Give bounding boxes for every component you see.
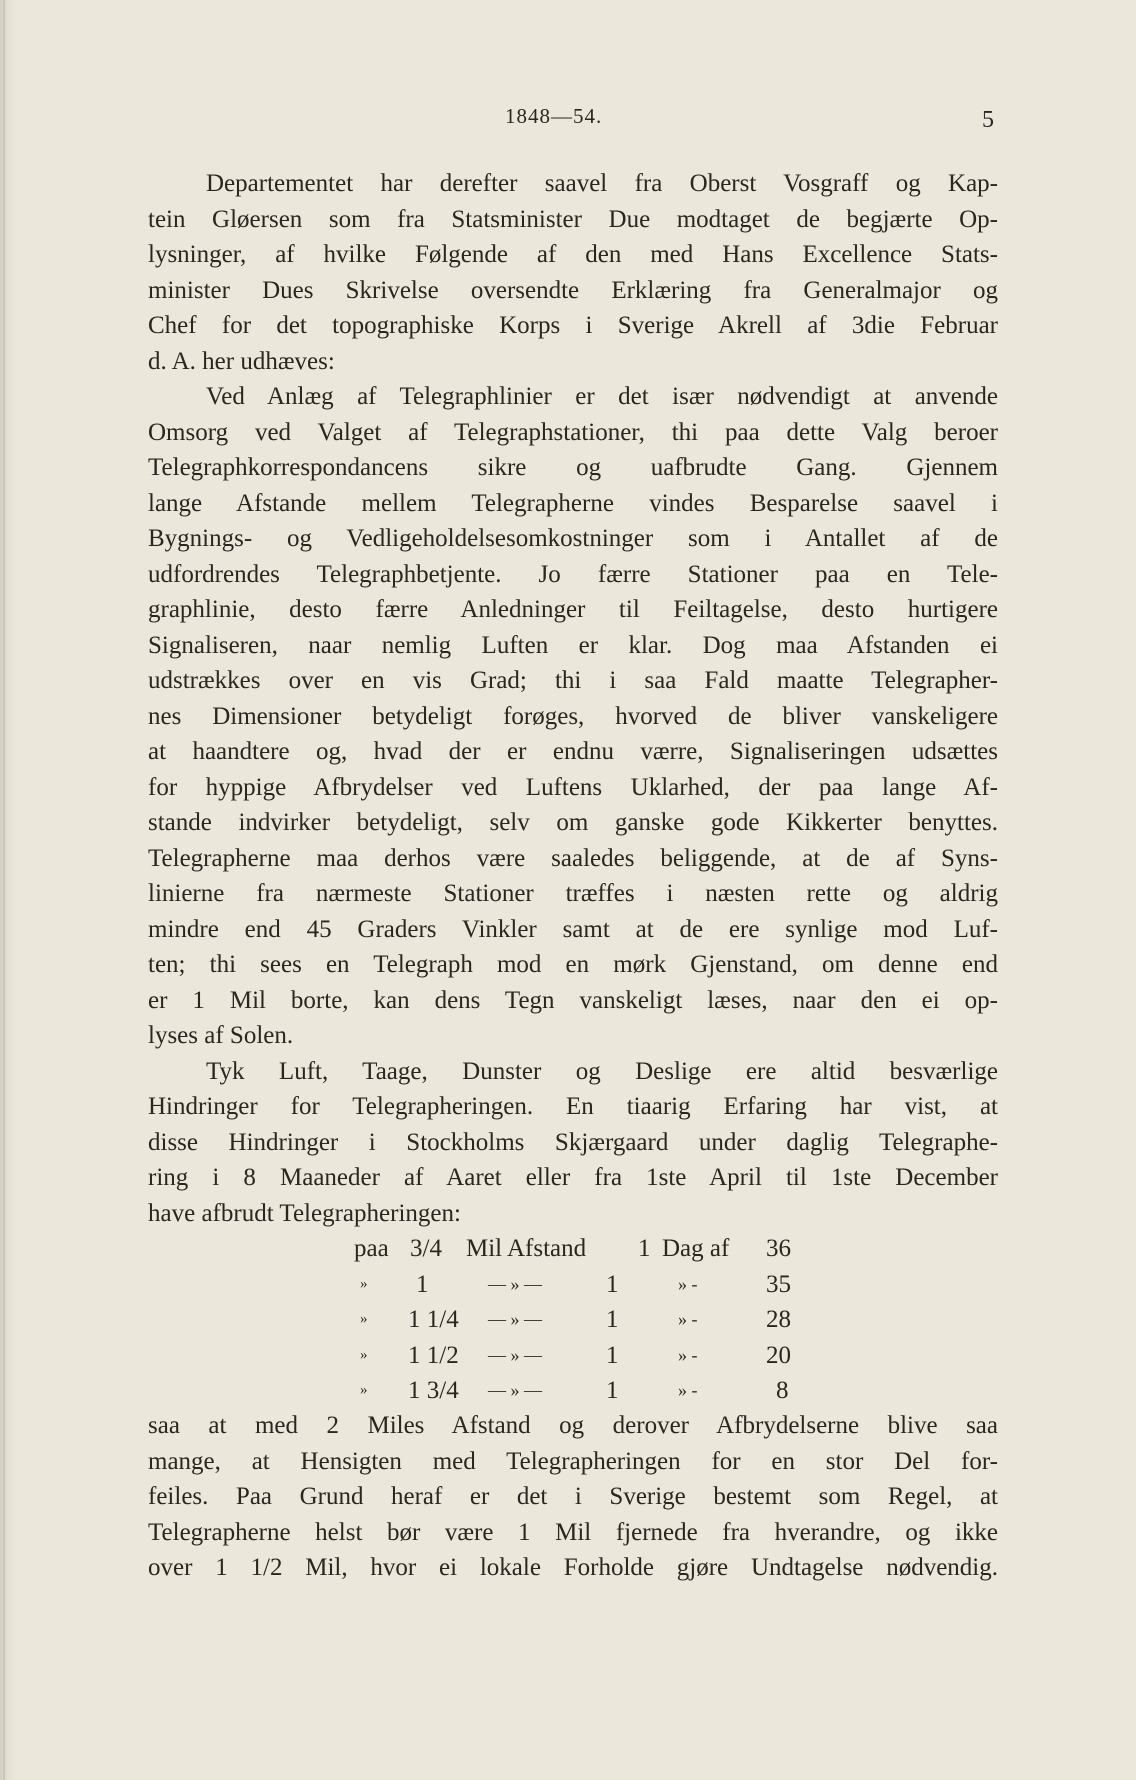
table-cell-unit: Mil Afstand xyxy=(466,1235,587,1262)
text-line: feiles. Paa Grund heraf er det i Sverige bestemt som Regel, at xyxy=(148,1483,998,1510)
paragraph-3 xyxy=(148,1054,998,1232)
table-cell-ditto: — » — xyxy=(488,1380,542,1400)
table-cell-days: 8 xyxy=(776,1377,789,1404)
text-line: udstrækkes over en vis Grad; thi i saa Fald maatte Telegrapher- xyxy=(148,667,998,694)
page-number: 5 xyxy=(982,107,994,133)
text-line: graphlinie, desto færre Anledninger til Feiltagelse, desto hurtigere xyxy=(148,596,998,623)
text-line: nes Dimensioner betydeligt forøges, hvorved de bliver vanskeligere xyxy=(148,702,998,730)
table-cell-lead: » xyxy=(360,1275,368,1292)
text-line: lysninger, af hvilke Følgende af den med Hans Excellence Stats- xyxy=(148,241,998,268)
table-row xyxy=(148,1338,998,1374)
text-line: ring i 8 Maaneder af Aaret eller fra 1ste April til 1ste December xyxy=(148,1164,998,1191)
table-row xyxy=(148,1231,998,1267)
text-line: udfordrendes Telegraphbetjente. Jo færre Stationer paa en Tele- xyxy=(148,560,998,588)
text-line: d. A. her udhæves: xyxy=(148,347,335,375)
table-cell-one: 1 xyxy=(606,1341,619,1369)
table-cell-days: 35 xyxy=(766,1270,791,1298)
text-line: have afbrudt Telegrapheringen: xyxy=(148,1199,461,1227)
table-cell-days: 28 xyxy=(766,1306,791,1333)
table-cell-days: 20 xyxy=(766,1341,791,1369)
binding-edge-line xyxy=(3,0,5,1780)
table-cell-mark: Dag af xyxy=(662,1235,730,1262)
table-cell-lead: » xyxy=(360,1311,368,1327)
table-cell-mark: » - xyxy=(678,1309,698,1329)
text-line: Chef for det topographiske Korps i Sverige Akrell af 3die Februar xyxy=(148,312,998,339)
text-line: Hindringer for Telegrapheringen. En tiaarig Erfaring har vist, at xyxy=(148,1093,998,1120)
table-cell-lead: paa xyxy=(354,1235,389,1262)
text-line: for hyppige Afbrydelser ved Luftens Uklarhed, der paa lange Af- xyxy=(148,773,998,801)
interruption-table xyxy=(148,1231,998,1408)
text-line: ten; thi sees en Telegraph mod en mørk Gjenstand, om denne end xyxy=(148,951,998,978)
paragraph-4 xyxy=(148,1408,998,1586)
table-cell-ditto: — » — xyxy=(488,1309,542,1329)
table-row xyxy=(148,1373,998,1409)
text-line: linierne fra nærmeste Stationer træffes i næsten rette og aldrig xyxy=(148,880,998,907)
text-line: saa at med 2 Miles Afstand og derover Afbrydelserne blive saa xyxy=(148,1412,998,1439)
text-line: stande indvirker betydeligt, selv om ganske gode Kikkerter benyttes. xyxy=(148,809,998,836)
text-line: tein Gløersen som fra Statsminister Due modtaget de begjærte Op- xyxy=(148,205,998,233)
text-line: lyses af Solen. xyxy=(148,1022,294,1049)
table-cell-one: 1 xyxy=(606,1270,619,1298)
text-line: Telegrapherne maa derhos være saaledes beliggende, at de af Syns- xyxy=(148,844,998,872)
text-line: at haandtere og, hvad der er endnu værre, Signaliseringen udsættes xyxy=(148,738,998,765)
text-line: mange, at Hensigten med Telegrapheringen for en stor Del for- xyxy=(148,1447,998,1475)
page-binding-shadow xyxy=(0,0,14,1780)
table-cell-one: 1 xyxy=(638,1235,651,1262)
table-cell-distance: 1 3/4 xyxy=(408,1377,459,1404)
running-head xyxy=(0,104,1136,140)
text-line: er 1 Mil borte, kan dens Tegn vanskeligt læses, naar den ei op- xyxy=(148,986,998,1014)
paragraph-2 xyxy=(148,379,998,1054)
running-title: 1848—54. xyxy=(505,104,603,128)
table-row xyxy=(148,1267,998,1303)
table-cell-distance: 3/4 xyxy=(410,1235,442,1262)
table-cell-lead: » xyxy=(360,1382,368,1398)
text-line: Bygnings- og Vedligeholdelsesomkostninger som i Antallet af de xyxy=(148,525,998,552)
table-cell-one: 1 xyxy=(606,1377,619,1404)
table-cell-days: 36 xyxy=(766,1235,791,1262)
table-cell-one: 1 xyxy=(606,1306,619,1333)
table-row xyxy=(148,1302,998,1338)
table-cell-lead: » xyxy=(360,1346,368,1363)
text-line: mindre end 45 Graders Vinkler samt at de ere synlige mod Luf- xyxy=(148,915,998,943)
table-cell-distance: 1 xyxy=(416,1270,429,1298)
text-line: disse Hindringer i Stockholms Skjærgaard under daglig Telegraphe- xyxy=(148,1128,998,1156)
text-line: Ved Anlæg af Telegraphlinier er det især nødvendigt at anvende xyxy=(206,383,998,410)
table-cell-distance: 1 1/2 xyxy=(408,1341,459,1369)
text-line: minister Dues Skrivelse oversendte Erklæring fra Generalmajor og xyxy=(148,276,998,304)
text-line: Signaliseren, naar nemlig Luften er klar. Dog maa Afstanden ei xyxy=(148,631,998,659)
text-line: Omsorg ved Valget af Telegraphstationer, thi paa dette Valg beroer xyxy=(148,418,998,446)
text-line: Telegraphkorrespondancens sikre og uafbrudte Gang. Gjennem xyxy=(148,454,998,481)
paragraph-1 xyxy=(148,166,998,379)
text-line: Departementet har derefter saavel fra Oberst Vosgraff og Kap- xyxy=(206,170,998,197)
table-cell-ditto: — » — xyxy=(488,1344,542,1365)
text-line: over 1 1/2 Mil, hvor ei lokale Forholde gjøre Undtagelse nødvendig. xyxy=(148,1554,998,1581)
table-cell-distance: 1 1/4 xyxy=(408,1306,459,1333)
text-line: Telegrapherne helst bør være 1 Mil fjernede fra hverandre, og ikke xyxy=(148,1518,998,1546)
body-text xyxy=(148,166,998,1586)
table-cell-ditto: — » — xyxy=(488,1273,542,1294)
text-line: Tyk Luft, Taage, Dunster og Deslige ere altid besværlige xyxy=(206,1057,998,1085)
text-line: lange Afstande mellem Telegrapherne vindes Besparelse saavel i xyxy=(148,489,998,517)
table-cell-mark: » - xyxy=(678,1380,698,1400)
table-cell-mark: » - xyxy=(678,1273,698,1294)
table-cell-mark: » - xyxy=(678,1344,698,1365)
